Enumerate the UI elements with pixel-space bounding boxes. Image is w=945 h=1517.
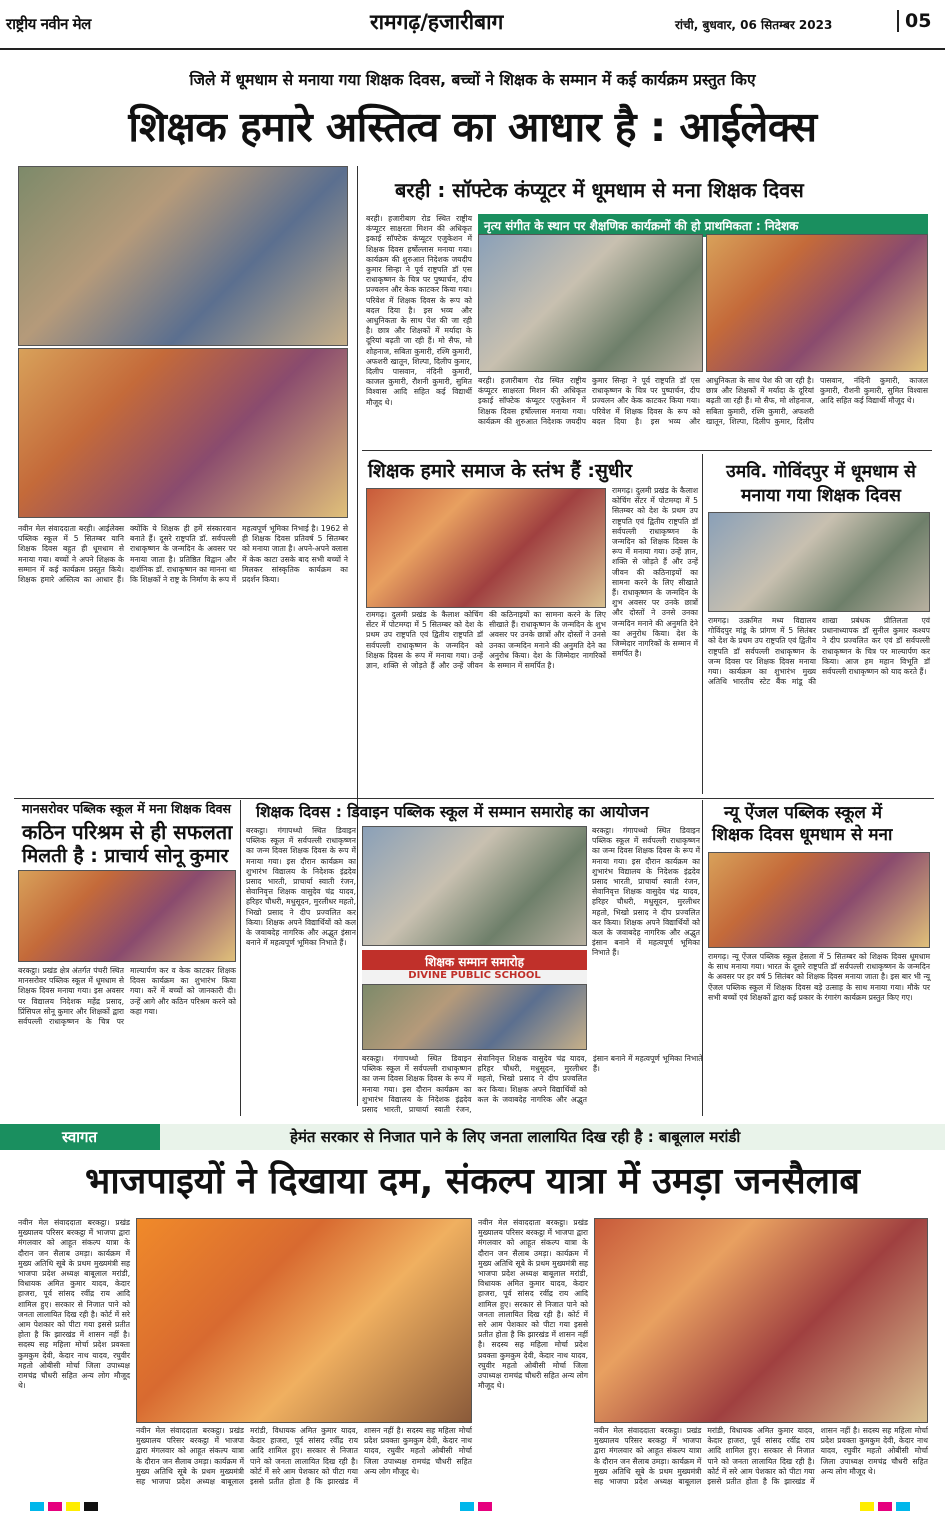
bjp-body: नवीन मेल संवाददाता बरकट्ठा। प्रखंड मुख्यालय परिसर बरकट्ठा में भाजपा द्वारा मंगलवार को आहूत संकल्प यात्रा के दौरान जन सैलाब उमड़ा। कार्यक्रम में मुख्य अतिथि सूबे के प्रथम मुख्यमंत्री सह भाजपा प्रदेश अध्यक्ष बाबूलाल मरांडी, विधायक अमित कुमार यादव, केदार हाजरा, पूर्व सांसद रवींद्र राय आदि शामिल हुए। सरकार से निजात पाने को जनता लालायित दिख रही है। कोर्ट में सरे आम पेशकार को पीटा गया इससे प्रतीत होता है कि झारखंड में शासन नहीं है। सदस्य सह महिला मोर्चा प्रदेश प्रवक्ता कुमकुम देवी, केदार नाथ यादव, रघुवीर महतो ओबीसी मोर्चा जिला उपाध्यक्ष रामचंद्र चौधरी सहित अन्य लोग मौजूद थे। (136, 1426, 472, 1487)
divine-award-photo (362, 826, 587, 946)
divine-headline: शिक्षक दिवस : डिवाइन पब्लिक स्कूल में सम्मान समारोह का आयोजन (256, 803, 649, 821)
govindpur-photo (708, 512, 930, 612)
ilex-students-photo (18, 348, 348, 518)
manasarovar-photo (18, 870, 236, 962)
ilex-classroom-photo (18, 166, 348, 346)
govindpur-headline: उमवि. गोविंदपुर में धूमधाम से मनाया गया शिक्षक दिवस (726, 462, 916, 506)
divine-banner: शिक्षक सम्मान समारोह (362, 950, 587, 970)
newspaper-brand: राष्ट्रीय नवीन मेल (6, 15, 91, 33)
coaching-students-photo (366, 488, 606, 608)
swatch-magenta (478, 1502, 492, 1511)
new-angel-headline-2: शिक्षक दिवस धूमधाम से मना (712, 825, 893, 845)
section-divider (14, 798, 934, 799)
sudhir-body-right: रामगढ़। दुलमी प्रखंड के कैलाश कोचिंग सेंटर में पोटमग्दा में 5 सितम्बर को देश के प्रथम उप राष्ट्रपति एवं द्वितीय राष्ट्रपति डॉ सर्वपल्ली राधाकृष्णन के जन्मदिन को शिक्षक दिवस के रूप में मनाया गया। उन्हें ज्ञान, शक्ति से जोड़ते हैं और उन्हें जीवन की कठिनाइयों का सामना करने के लिए सीखाते हैं। राधाकृष्णन के जन्मदिन के शुभ अवसर पर उनके छात्रों और दोस्तों ने उनसे उनका जन्मदिन मनाने की अनुमति देने का अनुरोध किया। देश के जिम्मेदार नागरिकों के सम्मान में समर्पित है। (612, 486, 698, 659)
divine-body-right: बरकट्ठा। गंगापथ्थो स्थित डिवाइन पब्लिक स्कूल में सर्वपल्ली राधाकृष्णन का जन्म दिवस शिक्षक दिवस के रूप में मनाया गया। इस दौरान कार्यक्रम का शुभारंभ विद्यालय के निदेशक इंद्रदेव प्रसाद भारती, प्राचार्या स्वाती रंजन, सेवानिवृत्त शिक्षक वासुदेव चंद्र यादव, हरिहर चौधरी, मधुसूदन, मुरलीधर महतो, भिखो प्रसाद ने दीप प्रज्वलित कर किया। शिक्षक अपने विद्यार्थियों को कल के जवाबदेह नागरिक और अद्भुत इंसान बनाने में महत्वपूर्ण भूमिका निभाते हैं। (592, 826, 700, 958)
swatch-cyan (460, 1502, 474, 1511)
top-story-body: नवीन मेल संवाददाता बरही। आईलेक्स पब्लिक स्कूल में 5 सितम्बर यानि शिक्षक दिवस बहुत ही धूमधाम से मनाया गया। बच्चों ने अपने शिक्षक के सम्मान में कई कार्यक्रम प्रस्तुत किये। शिक्षक हमारे अस्तित्व का आधार हैं। क्योंकि ये शिक्षक ही हमें संस्कारवान बनाते हैं। दूसरे राष्ट्रपति डॉ. सर्वपल्ली राधाकृष्णन के जन्मदिन के अवसर पर मनाया जाता है। प्रतिष्ठित विद्वान और दार्शनिक डॉ. राधाकृष्णन का मानना था कि शिक्षकों ने राष्ट्र के निर्माण के रूप में महत्वपूर्ण भूमिका निभाई है। 1962 से ही शिक्षक दिवस प्रतिवर्ष 5 सितम्बर को मनाया जाता है। अपने-अपने क्लास में केक काटा उसके बाद सभी बच्चों ने मिलकर सांस्कृतिक कार्यक्रम का प्रदर्शन किया। (18, 524, 348, 585)
column-divider (357, 166, 358, 1106)
swatch-cyan (896, 1502, 910, 1511)
bjp-headline: भाजपाइयों ने दिखाया दम, संकल्प यात्रा में उमड़ा जनसैलाब (85, 1161, 860, 1202)
top-story-kicker: जिले में धूमधाम से मनाया गया शिक्षक दिवस, बच्चों ने शिक्षक के सम्मान में कई कार्यक्रम प्रस्तुत किए (189, 71, 756, 89)
sudhir-body: रामगढ़। दुलमी प्रखंड के कैलाश कोचिंग सेंटर में पोटमग्दा में 5 सितम्बर को देश के प्रथम उप राष्ट्रपति एवं द्वितीय राष्ट्रपति डॉ सर्वपल्ली राधाकृष्णन के जन्मदिन को शिक्षक दिवस के रूप में मनाया गया। उन्हें ज्ञान, शक्ति से जोड़ते हैं और उन्हें जीवन की कठिनाइयों का सामना करने के लिए सीखाते हैं। राधाकृष्णन के जन्मदिन के शुभ अवसर पर उनके छात्रों और दोस्तों ने उनसे उनका जन्मदिन मनाने की अनुमति देने का अनुरोध किया। देश के जिम्मेदार नागरिकों के सम्मान में समर्पित है। (366, 610, 606, 671)
divine-banner-sub: DIVINE PUBLIC SCHOOL (362, 970, 587, 984)
govindpur-body: रामगढ़। उत्क्रमित मध्य विद्यालय गोविंदपुर मांडू के प्रांगण में 5 सितंबर को देश के प्रथम उप राष्ट्रपति एवं द्वितीय राष्ट्रपति डॉ सर्वपल्ली राधाकृष्णन के जन्म दिवस पर शिक्षक दिवस मनाया गया। कार्यक्रम का शुभारंभ मुख्य अतिथि भारतीय स्टेट बैंक मांडू की शाखा प्रबंधक प्रीतिलता एवं प्रधानाध्यापक डॉ सुनील कुमार कश्यप ने दीप प्रज्वलित कर एवं डॉ सर्वपल्ली राधाकृष्णन के चित्र पर माल्यार्पण कर किया। आज हम महान विभूति डॉ सर्वपल्ली राधाकृष्णन को याद करते हैं। (708, 616, 930, 687)
welcome-tag: स्वागत (0, 1124, 160, 1150)
bjp-crowd-photo (594, 1218, 928, 1423)
divine-stage-photo (362, 984, 587, 1050)
manasarovar-kicker: मानसरोवर पब्लिक स्कूल में मना शिक्षक दिवस (22, 801, 232, 816)
bjp-body-right: नवीन मेल संवाददाता बरकट्ठा। प्रखंड मुख्यालय परिसर बरकट्ठा में भाजपा द्वारा मंगलवार को आहूत संकल्प यात्रा के दौरान जन सैलाब उमड़ा। कार्यक्रम में मुख्य अतिथि सूबे के प्रथम मुख्यमंत्री सह भाजपा प्रदेश अध्यक्ष बाबूलाल मरांडी, विधायक अमित कुमार यादव, केदार हाजरा, पूर्व सांसद रवींद्र राय आदि शामिल हुए। सरकार से निजात पाने को जनता लालायित दिख रही है। कोर्ट में सरे आम पेशकार को पीटा गया इससे प्रतीत होता है कि झारखंड में शासन नहीं है। सदस्य सह महिला मोर्चा प्रदेश प्रवक्ता कुमकुम देवी, केदार नाथ यादव, रघुवीर महतो ओबीसी मोर्चा जिला उपाध्यक्ष रामचंद्र चौधरी सहित अन्य लोग मौजूद थे। (594, 1426, 928, 1487)
new-angel-headline-1: न्यू ऐंजल पब्लिक स्कूल में (724, 803, 882, 823)
barhi-body-lead: बरही। हजारीबाग रोड स्थित राष्ट्रीय कंप्यूटर साक्षरता मिशन की अधिकृत इकाई सॉफ्टेक कंप्यूटर एजुकेशन में शिक्षक दिवस हर्षोल्लास मनाया गया। कार्यक्रम की शुरुआत निदेशक जयदीप कुमार सिन्हा ने पूर्व राष्ट्रपति डॉ एस राधाकृष्णन के चित्र पर पुष्पार्चन, दीप प्रज्वलन और केक काटकर किया गया। परिवेश में शिक्षक दिवस के रूप को बदल दिया है। इस भव्य और आधुनिकता के साथ पेश की जा रही है। छात्र और शिक्षकों में मर्यादा के दूरियां बढ़ती जा रही हैं। मो सैफ, मो शोहनाज, सबिता कुमारी, रश्मि कुमारी, अफशरी खातून, शिल्पा, दिलीप कुमार, दिलीप पासवान, नंदिनी कुमारी, काजल कुमारी, रौशनी कुमारी, सुमित विश्वास आदि सहित कई विद्यार्थी मौजूद थे। (366, 214, 472, 407)
sudhir-headline: शिक्षक हमारे समाज के स्तंभ हैं :सुधीर (368, 460, 633, 482)
swatch-black (84, 1502, 98, 1511)
top-story-headline: शिक्षक हमारे अस्तित्व का आधार है : आईलेक्स (128, 103, 817, 151)
manasarovar-headline-1: कठिन परिश्रम से ही सफलता (22, 820, 233, 844)
swatch-yellow (860, 1502, 874, 1511)
welcome-kicker: हेमंत सरकार से निजात पाने के लिए जनता लालायित दिख रही है : बाबूलाल मरांडी (290, 1128, 741, 1146)
bjp-body-lead: नवीन मेल संवाददाता बरकट्ठा। प्रखंड मुख्यालय परिसर बरकट्ठा में भाजपा द्वारा मंगलवार को आहूत संकल्प यात्रा के दौरान जन सैलाब उमड़ा। कार्यक्रम में मुख्य अतिथि सूबे के प्रथम मुख्यमंत्री सह भाजपा प्रदेश अध्यक्ष बाबूलाल मरांडी, विधायक अमित कुमार यादव, केदार हाजरा, पूर्व सांसद रवींद्र राय आदि शामिल हुए। सरकार से निजात पाने को जनता लालायित दिख रही है। कोर्ट में सरे आम पेशकार को पीटा गया इससे प्रतीत होता है कि झारखंड में शासन नहीं है। सदस्य सह महिला मोर्चा प्रदेश प्रवक्ता कुमकुम देवी, केदार नाथ यादव, रघुवीर महतो ओबीसी मोर्चा जिला उपाध्यक्ष रामचंद्र चौधरी सहित अन्य लोग मौजूद थे। (18, 1218, 130, 1391)
divine-body: बरकट्ठा। गंगापथ्थो स्थित डिवाइन पब्लिक स्कूल में सर्वपल्ली राधाकृष्णन का जन्म दिवस शिक्षक दिवस के रूप में मनाया गया। इस दौरान कार्यक्रम का शुभारंभ विद्यालय के निदेशक इंद्रदेव प्रसाद भारती, प्राचार्या स्वाती रंजन, सेवानिवृत्त शिक्षक वासुदेव चंद्र यादव, हरिहर चौधरी, मधुसूदन, मुरलीधर महतो, भिखो प्रसाद ने दीप प्रज्वलित कर किया। शिक्षक अपने विद्यार्थियों को कल के जवाबदेह नागरिक और अद्भुत इंसान बनाने में महत्वपूर्ण भूमिका निभाते हैं। (362, 1054, 703, 1115)
new-angel-photo (708, 852, 930, 948)
softech-students-photo (706, 234, 928, 372)
new-angel-body: रामगढ़। न्यू ऐंजल पब्लिक स्कूल हेसला में 5 सितम्बर को शिक्षक दिवस धूमधाम के साथ मनाया गया। भारत के दूसरे राष्ट्रपति डॉ सर्वपल्ली राधाकृष्णन के जन्मदिन के अवसर पर हर वर्ष 5 सितंबर को शिक्षक दिवस मनाया जाता है। इस बार भी न्यू ऐंजल पब्लिक स्कूल में शिक्षक दिवस बड़े उत्साह के साथ मनाया गया। मौके पर सभी बच्चों एवं शिक्षकों द्वारा कई प्रकार के रंगारंग कार्यक्रम प्रस्तुत किए गए। (708, 952, 930, 1002)
swatch-yellow (66, 1502, 80, 1511)
swatch-cyan (30, 1502, 44, 1511)
barhi-band: नृत्य संगीत के स्थान पर शैक्षणिक कार्यक्रमों की हो प्राथमिकता : निदेशक (478, 214, 928, 237)
swatch-magenta (878, 1502, 892, 1511)
divine-body-lead: बरकट्ठा। गंगापथ्थो स्थित डिवाइन पब्लिक स्कूल में सर्वपल्ली राधाकृष्णन का जन्म दिवस शिक्षक दिवस के रूप में मनाया गया। इस दौरान कार्यक्रम का शुभारंभ विद्यालय के निदेशक इंद्रदेव प्रसाद भारती, प्राचार्या स्वाती रंजन, सेवानिवृत्त शिक्षक वासुदेव चंद्र यादव, हरिहर चौधरी, मधुसूदन, मुरलीधर महतो, भिखो प्रसाद ने दीप प्रज्वलित कर किया। शिक्षक अपने विद्यार्थियों को कल के जवाबदेह नागरिक और अद्भुत इंसान बनाने में महत्वपूर्ण भूमिका निभाते हैं। (246, 826, 356, 948)
dateline: रांची, बुधवार, 06 सितम्बर 2023 (675, 18, 833, 32)
column-divider (702, 800, 703, 1116)
bjp-rally-photo (136, 1218, 472, 1423)
softech-award-photo (478, 234, 703, 372)
manasarovar-body: बरकट्ठा। प्रखंड क्षेत्र अंतर्गत पंचरी स्थित मानसरोवर पब्लिक स्कूल में धूमधाम से शिक्षक दिवस मनाया गया। इस अवसर पर विद्यालय निदेशक महेंद्र प्रसाद, प्रिंसिपल सोनू कुमार और शिक्षकों द्वारा सर्वपल्ली राधाकृष्णन के चित्र पर माल्यार्पण कर व केक काटकर शिक्षक दिवस कार्यक्रम का शुभारंभ किया गया। करें में बच्चों को जानकारी दी। उन्हें आगे और कठिन परिश्रम करने को कहा गया। (18, 966, 236, 1027)
edition-title: रामगढ़/हजारीबाग (370, 10, 504, 34)
section-divider (362, 450, 932, 451)
color-register-strip (0, 1500, 945, 1517)
barhi-body: बरही। हजारीबाग रोड स्थित राष्ट्रीय कंप्यूटर साक्षरता मिशन की अधिकृत इकाई सॉफ्टेक कंप्यूटर एजुकेशन में शिक्षक दिवस हर्षोल्लास मनाया गया। कार्यक्रम की शुरुआत निदेशक जयदीप कुमार सिन्हा ने पूर्व राष्ट्रपति डॉ एस राधाकृष्णन के चित्र पर पुष्पार्चन, दीप प्रज्वलन और केक काटकर किया गया। परिवेश में शिक्षक दिवस के रूप को बदल दिया है। इस भव्य और आधुनिकता के साथ पेश की जा रही है। छात्र और शिक्षकों में मर्यादा के दूरियां बढ़ती जा रही हैं। मो सैफ, मो शोहनाज, सबिता कुमारी, रश्मि कुमारी, अफशरी खातून, शिल्पा, दिलीप कुमार, दिलीप पासवान, नंदिनी कुमारी, काजल कुमारी, रौशनी कुमारी, सुमित विश्वास आदि सहित कई विद्यार्थी मौजूद थे। (478, 376, 928, 426)
manasarovar-headline-2: मिलती है : प्राचार्य सोनू कुमार (22, 845, 229, 867)
swatch-magenta (48, 1502, 62, 1511)
column-divider (702, 454, 703, 794)
bjp-body-middle: नवीन मेल संवाददाता बरकट्ठा। प्रखंड मुख्यालय परिसर बरकट्ठा में भाजपा द्वारा मंगलवार को आहूत संकल्प यात्रा के दौरान जन सैलाब उमड़ा। कार्यक्रम में मुख्य अतिथि सूबे के प्रथम मुख्यमंत्री सह भाजपा प्रदेश अध्यक्ष बाबूलाल मरांडी, विधायक अमित कुमार यादव, केदार हाजरा, पूर्व सांसद रवींद्र राय आदि शामिल हुए। सरकार से निजात पाने को जनता लालायित दिख रही है। कोर्ट में सरे आम पेशकार को पीटा गया इससे प्रतीत होता है कि झारखंड में शासन नहीं है। सदस्य सह महिला मोर्चा प्रदेश प्रवक्ता कुमकुम देवी, केदार नाथ यादव, रघुवीर महतो ओबीसी मोर्चा जिला उपाध्यक्ष रामचंद्र चौधरी सहित अन्य लोग मौजूद थे। (478, 1218, 588, 1391)
barhi-headline: बरही : सॉफ्टेक कंप्यूटर में धूमधाम से मना शिक्षक दिवस (395, 178, 804, 202)
column-divider (240, 800, 241, 1116)
page-number: 05 (897, 10, 931, 32)
